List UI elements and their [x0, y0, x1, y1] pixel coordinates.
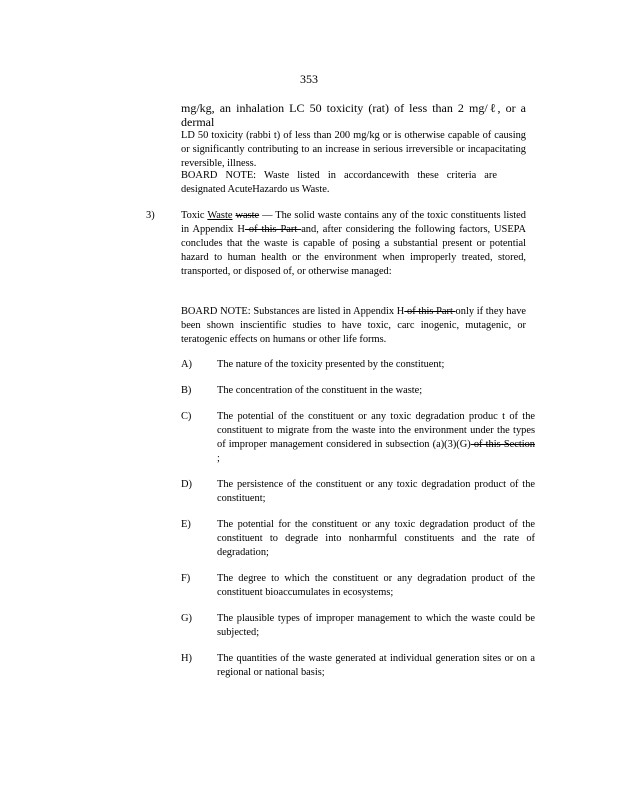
- page-number: 353: [300, 72, 318, 86]
- item-3-text: [181, 209, 526, 279]
- factor-text: The concentration of the constituent in the waste;: [217, 385, 423, 396]
- factor-c-deleted-phrase: of this Section: [470, 439, 535, 450]
- item-3-t5: — The solid waste contains any of the toxic constituents listed in Appendix H: [181, 210, 526, 235]
- factor-text: The nature of the toxicity presented by the constituent;: [217, 359, 445, 370]
- factor-marker: G): [181, 613, 192, 624]
- factor-marker: D): [181, 479, 192, 490]
- intro-paragraph: [181, 101, 526, 171]
- factor-marker: A): [181, 359, 192, 370]
- factor-marker: C): [181, 411, 192, 422]
- item-3-deleted-word: waste: [235, 210, 260, 221]
- board-note-2-t1: BOARD NOTE: Substances are listed in Appendix H: [181, 306, 405, 317]
- item-3-t7: and, after considering the following factors, USEPA concludes that the waste is capable of posing a substantial present or potential hazard to human health or the environment when improperly treated, stored, transported, or disposed of, or otherwise managed:: [181, 224, 527, 277]
- item-3-marker: 3): [146, 210, 155, 221]
- item-3-deleted-phrase: of this Part: [244, 224, 302, 235]
- factor-text: The degree to which the constituent or any degradation product of the constituent bioaccumulates in ecosystems;: [217, 573, 535, 598]
- factor-text: [217, 410, 535, 466]
- factor-text: The quantities of the waste generated at individual generation sites or on a regional or national basis;: [217, 653, 535, 678]
- board-note-2: [181, 305, 526, 347]
- factor-text: The plausible types of improper management to which the waste could be subjected;: [217, 613, 535, 638]
- factor-marker: E): [181, 519, 191, 530]
- board-note-2-deleted-phrase: of this Part: [404, 306, 456, 317]
- intro-first-line: mg/kg, an inhalation LC 50 toxicity (rat) of less than 2 mg/ℓ, or a dermal: [181, 101, 526, 129]
- factor-c-text: The potential of the constituent or any toxic degradation produc t of the constituent to migrate from the waste into the environment under the types of improper management considered in subsection (a)(3)(G): [217, 411, 535, 450]
- factor-text: The potential for the constituent or any toxic degradation product of the constituent to degrade into nonharmful constituents and the rate of degradation;: [217, 519, 535, 558]
- factor-marker: B): [181, 385, 192, 396]
- board-note-1: BOARD NOTE: Waste listed in accordancewith these criteria are designated AcuteHazardo us Waste.: [181, 170, 497, 195]
- factor-marker: H): [181, 653, 192, 664]
- factor-c-tail: ;: [217, 453, 220, 464]
- item-3-inserted-word: Waste: [207, 210, 233, 221]
- intro-rest: LD 50 toxicity (rabbi t) of less than 200 mg/kg or is otherwise capable of causing or significantly contributing to an increase in serious irreversible or incapacitating reversible, illness.: [181, 130, 526, 169]
- factor-marker: F): [181, 573, 191, 584]
- board-note-2-t3: only if they have been shown inscientific studies to have toxic, carc inogenic, mutagenic, or teratogenic effects on humans or other life forms.: [181, 306, 526, 345]
- item-3-t1: Toxic: [181, 210, 208, 221]
- factor-text: The persistence of the constituent or any toxic degradation product of the constituent;: [217, 479, 535, 504]
